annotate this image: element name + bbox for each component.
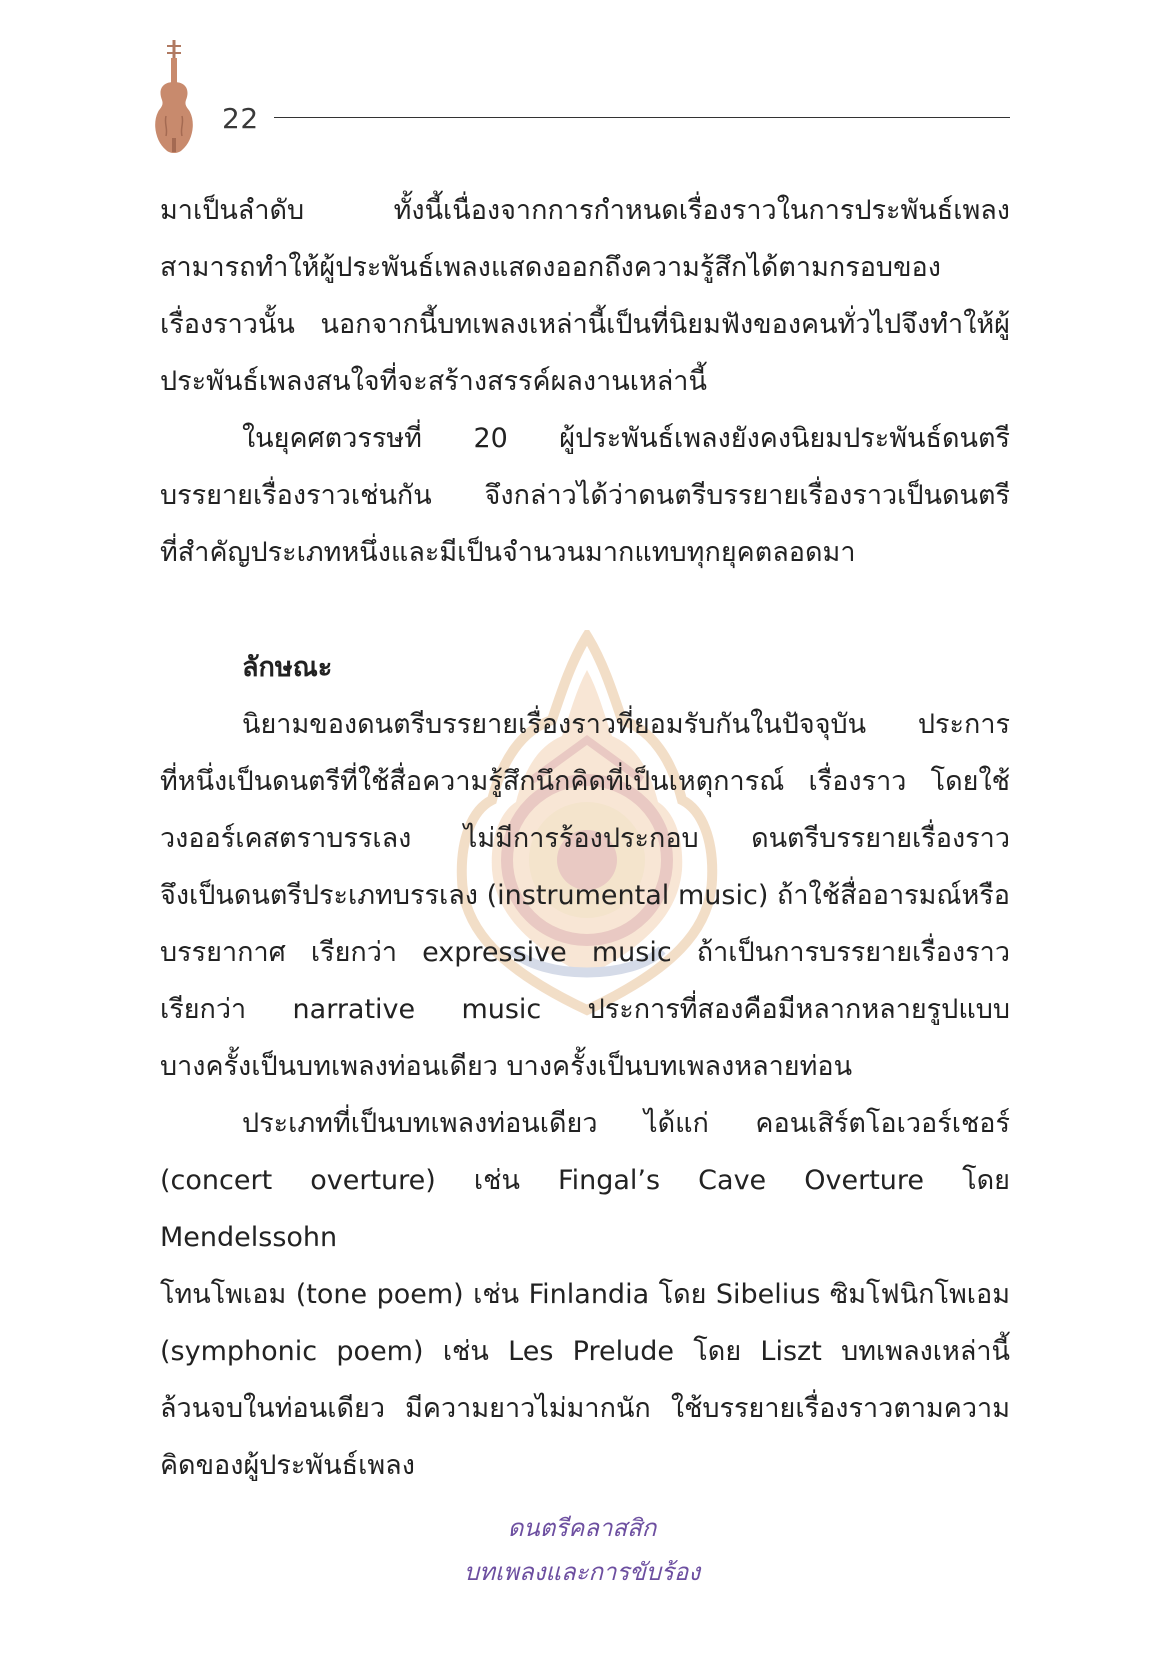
section-heading: ลักษณะ [242,652,333,683]
text-line: ที่สำคัญประเภทหนึ่งและมีเป็นจำนวนมากแทบทุกยุคตลอดมา [160,537,856,568]
text-line: บรรยายเรื่องราวเช่นกัน จึงกล่าวได้ว่าดนตรีบรรยายเรื่องราวเป็นดนตรี [160,480,1010,511]
text-line: วงออร์เคสตราบรรเลง ไม่มีการร้องประกอบ ดนตรีบรรยายเรื่องราว [160,823,1010,854]
text-line: จึงเป็นดนตรีประเภทบรรเลง (instrumental music) ถ้าใช้สื่ออารมณ์หรือ [160,880,1010,911]
text-line: ที่หนึ่งเป็นดนตรีที่ใช้สื่อความรู้สึกนึกคิดที่เป็นเหตุการณ์ เรื่องราว โดยใช้ [160,766,1010,797]
paragraph-1 [160,182,1010,410]
text-line: โทนโพเอม (tone poem) เช่น Finlandia โดย Sibelius ซิมโฟนิกโพเอม [160,1279,1010,1310]
text-line: มาเป็นลำดับ ทั้งนี้เนื่องจากการกำหนดเรื่องราวในการประพันธ์เพลง [160,195,1010,226]
text-line: (symphonic poem) เช่น Les Prelude โดย Liszt บทเพลงเหล่านี้ [160,1336,1010,1367]
body-text [160,182,1010,1494]
paragraph-2 [160,410,1010,581]
spacer [160,581,1010,639]
text-line: สามารถทำให้ผู้ประพันธ์เพลงแสดงออกถึงความรู้สึกได้ตามกรอบของ [160,252,941,283]
text-line: เรื่องราวนั้น นอกจากนี้บทเพลงเหล่านี้เป็นที่นิยมฟังของคนทั่วไปจึงทำให้ผู้ [160,309,1010,340]
paragraph-3 [160,696,1010,1095]
text-line: เรียกว่า narrative music ประการที่สองคือมีหลากหลายรูปแบบ [160,994,1010,1025]
text-line: นิยามของดนตรีบรรยายเรื่องราวที่ยอมรับกันในปัจจุบัน ประการ [242,709,1010,740]
violin-icon [150,38,198,163]
footer-book-title: ดนตรีคลาสสิก [507,1514,657,1542]
text-line: คิดของผู้ประพันธ์เพลง [160,1450,415,1481]
paragraph-4 [160,1095,1010,1494]
page-number: 22 [222,102,259,135]
text-line: บางครั้งเป็นบทเพลงท่อนเดียว บางครั้งเป็นบทเพลงหลายท่อน [160,1051,853,1082]
text-line: ล้วนจบในท่อนเดียว มีความยาวไม่มากนัก ใช้บรรยายเรื่องราวตามความ [160,1393,1010,1424]
text-line: (concert overture) เช่น Fingal’s Cave Overture โดย Mendelssohn [160,1165,1010,1253]
text-line: ประเภทที่เป็นบทเพลงท่อนเดียว ได้แก่ คอนเสิร์ตโอเวอร์เชอร์ [242,1108,1010,1139]
text-line: บรรยากาศ เรียกว่า expressive music ถ้าเป็นการบรรยายเรื่องราว [160,937,1010,968]
text-line: ประพันธ์เพลงสนใจที่จะสร้างสรรค์ผลงานเหล่านี้ [160,366,707,397]
text-line: ในยุคศตวรรษที่ 20 ผู้ประพันธ์เพลงยังคงนิยมประพันธ์ดนตรี [242,423,1010,454]
footer-book-subtitle: บทเพลงและการขับร้อง [463,1558,701,1586]
header-rule [274,117,1010,118]
